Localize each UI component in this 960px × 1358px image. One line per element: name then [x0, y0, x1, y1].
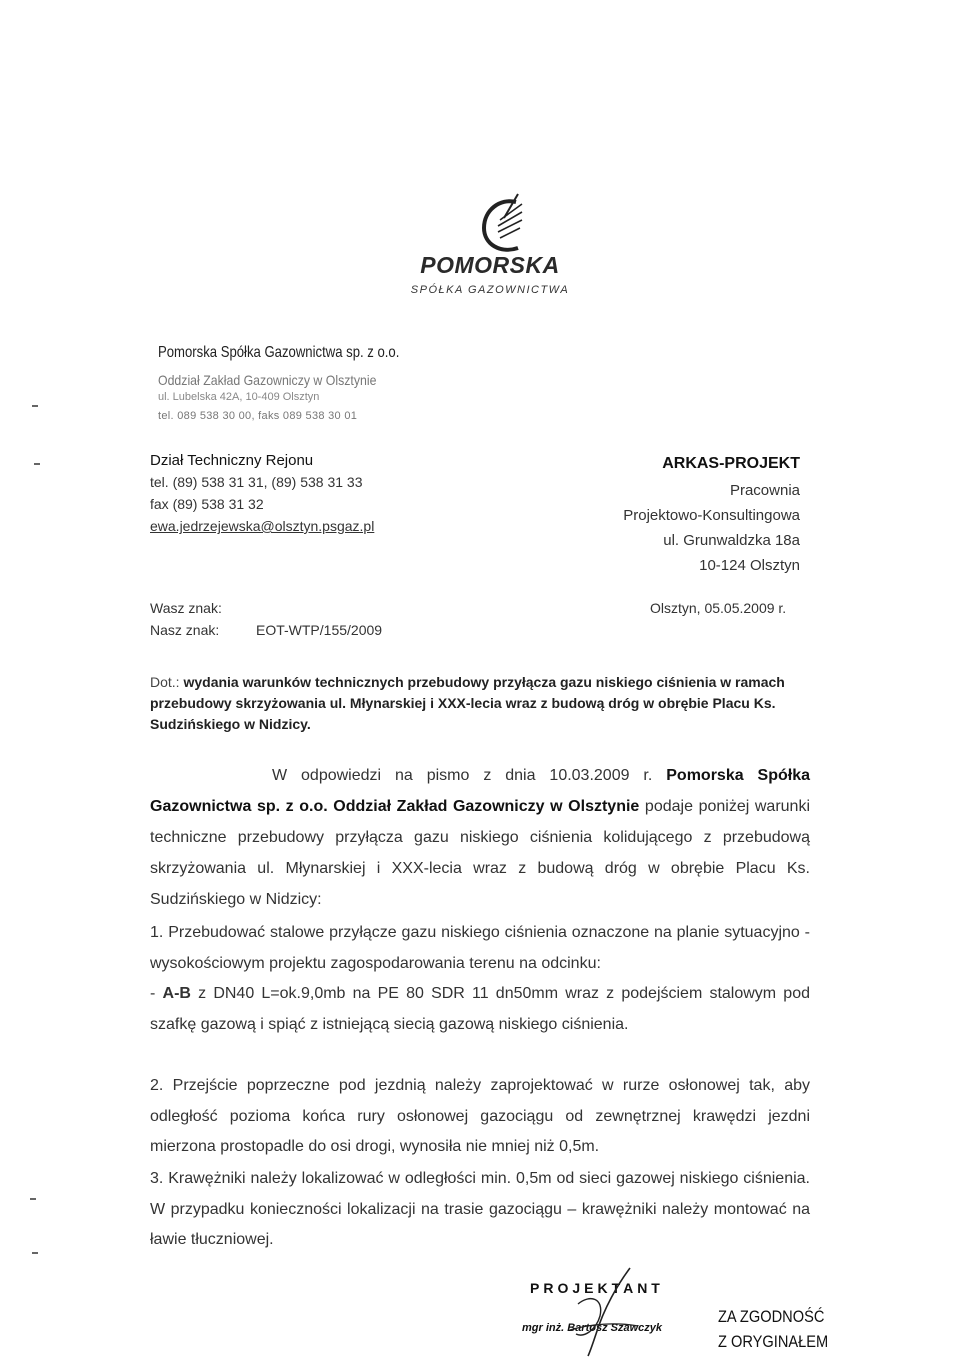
department-phone: tel. (89) 538 31 31, (89) 538 31 33 — [150, 474, 363, 490]
condition-item — [150, 918, 810, 1040]
margin-mark — [34, 463, 40, 465]
letter-date: Olsztyn, 05.05.2009 r. — [650, 600, 787, 616]
department-email: ewa.jedrzejewska@olsztyn.psgaz.pl — [150, 518, 375, 534]
department-title: Dział Techniczny Rejonu — [150, 452, 314, 469]
conformity-stamp — [718, 1304, 828, 1354]
your-ref-label: Wasz znak: — [150, 600, 222, 616]
addressee-name: ARKAS-PROJEKT — [662, 455, 800, 472]
our-ref-value: EOT-WTP/155/2009 — [256, 622, 383, 638]
condition-item — [150, 1071, 810, 1163]
letter-body — [150, 760, 810, 915]
conformity-line: ZA ZGODNOŚĆ — [718, 1307, 825, 1326]
item-text: Przejście poprzeczne pod jezdnią należy zaprojektować w rurze osłonowej tak, aby odległość pozioma końca rury osłonowej gazociągu od zewnętrznej krawędzi jezdni mierzona prostopadle do osi drogi, wynosiła nie mniej niż 0,5m. — [150, 1077, 810, 1155]
segment-label: A-B — [162, 985, 191, 1002]
handwritten-signature-icon — [560, 1264, 640, 1358]
signature-name: mgr inż. Bartosz Szawczyk — [522, 1322, 662, 1334]
segment-text: z DN40 L=ok.9,0mb na PE 80 SDR 11 dn50mm wraz z podejściem stalowym pod szafkę gazową i spiąć z istniejącą siecią gazową niskiego ciśnienia. — [150, 985, 811, 1033]
addressee-city: 10-124 Olsztyn — [699, 557, 800, 574]
stamp-company: Pomorska Spółka Gazownictwa sp. z o.o. — [158, 344, 400, 361]
addressee-line: Projektowo-Konsultingowa — [623, 507, 800, 524]
our-ref-label: Nasz znak: — [150, 622, 220, 638]
logo-subtitle: SPÓŁKA GAZOWNICTWA — [410, 284, 570, 296]
margin-mark — [32, 405, 38, 407]
item-number: 3. — [150, 1170, 164, 1187]
subject-prefix: Dot.: — [150, 674, 180, 690]
stamp-branch: Oddział Zakład Gazowniczy w Olsztynie — [158, 372, 377, 388]
company-logo-icon — [470, 190, 540, 260]
margin-mark — [30, 1198, 36, 1200]
body-company: Pomorska Spółka Gazownictwa sp. z o.o. Oddział Zakład Gazowniczy w Olsztynie — [150, 767, 811, 815]
item-text: Krawężniki należy lokalizować w odległości min. 0,5m od sieci gazowej niskiego ciśnienia. W przypadku konieczności lokalizacji na trasie gazociągu – krawężniki należy montować na ławie tłuczniowej. — [150, 1170, 810, 1248]
signature-label: PROJEKTANT — [530, 1280, 664, 1296]
item-number: 1. — [150, 924, 164, 941]
body-intro: W odpowiedzi na pismo z dnia 10.03.2009 r. — [272, 767, 653, 784]
body-rest: podaje poniżej warunki techniczne przebudowy przyłącza gazu niskiego ciśnienia kolidującego z przebudową skrzyżowania ul. Młynarskiej i XXX-lecia wraz z budową dróg w obrębie Placu Ks. Sudzińskiego w Nidzicy: — [150, 798, 810, 908]
segment-dash: - — [150, 985, 156, 1002]
condition-item — [150, 1164, 810, 1256]
letter-subject — [150, 672, 810, 735]
addressee-street: ul. Grunwaldzka 18a — [663, 532, 800, 549]
addressee-line: Pracownia — [729, 482, 800, 499]
item-number: 2. — [150, 1077, 164, 1094]
stamp-phone: tel. 089 538 30 00, faks 089 538 30 01 — [158, 410, 358, 422]
logo-name: POMORSKA — [420, 252, 560, 278]
conformity-line: Z ORYGINAŁEM — [718, 1332, 829, 1351]
margin-mark — [32, 1252, 38, 1254]
item-text: Przebudować stalowe przyłącze gazu niskiego ciśnienia oznaczone na planie sytuacyjno -wysokościowym projektu zagospodarowania terenu na odcinku: — [150, 924, 810, 972]
department-fax: fax (89) 538 31 32 — [150, 496, 264, 512]
subject-text: wydania warunków technicznych przebudowy przyłącza gazu niskiego ciśnienia w ramach przebudowy skrzyżowania ul. Młynarskiej i XXX-lecia wraz z budową dróg w obrębie Placu Ks. Sudzińskiego w Nidzicy. — [150, 674, 785, 732]
stamp-address: ul. Lubelska 42A, 10-409 Olsztyn — [158, 391, 320, 403]
